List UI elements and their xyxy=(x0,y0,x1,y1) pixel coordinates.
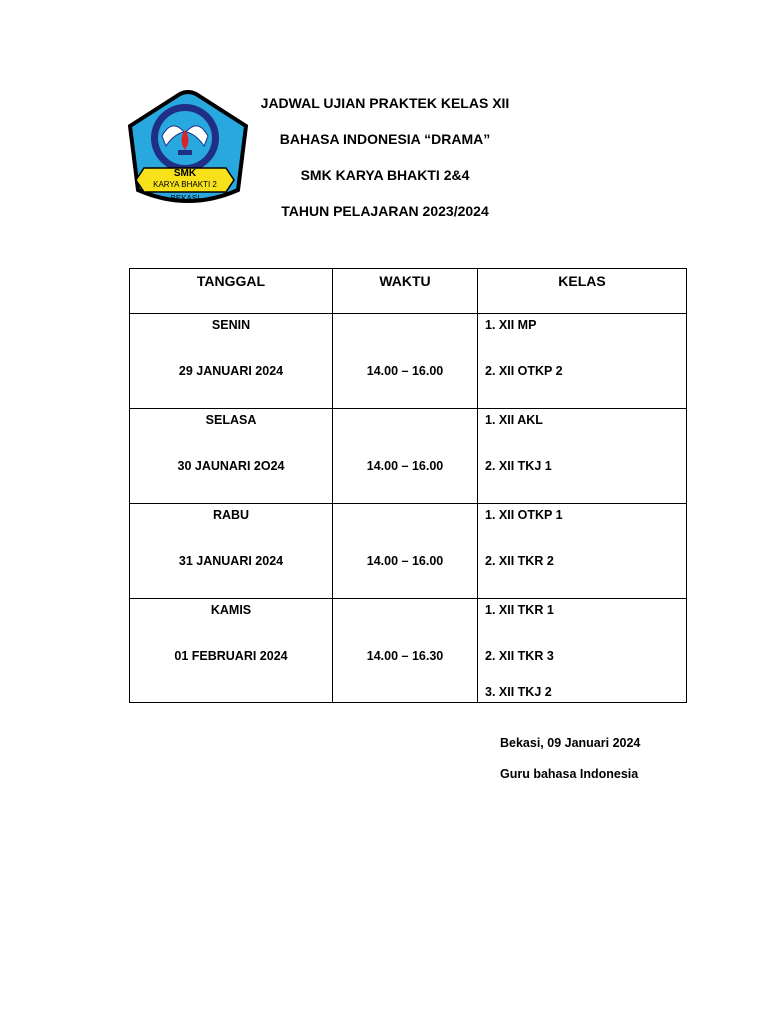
table-header-row xyxy=(130,269,687,314)
header-tanggal: TANGGAL xyxy=(130,269,333,314)
header-waktu: WAKTU xyxy=(333,269,478,314)
doc-title: JADWAL UJIAN PRAKTEK KELAS XII xyxy=(260,95,510,111)
doc-year: TAHUN PELAJARAN 2023/2024 xyxy=(281,203,489,219)
table-row xyxy=(130,504,687,599)
row-date: 01 FEBRUARI 2024 xyxy=(174,649,288,663)
table-row xyxy=(130,409,687,504)
row-day: RABU xyxy=(212,508,250,522)
row-date: 29 JANUARI 2024 xyxy=(178,364,284,378)
footer-signer: Guru bahasa Indonesia xyxy=(500,767,639,781)
row-class: 2. XII OTKP 2 xyxy=(485,364,563,378)
row-class: 1. XII TKR 1 xyxy=(485,603,554,617)
row-time: 14.00 – 16.00 xyxy=(366,459,444,473)
row-day: SENIN xyxy=(211,318,251,332)
row-class: 2. XII TKR 2 xyxy=(485,554,554,568)
logo-text-name: KARYA BHAKTI 2 xyxy=(153,180,217,189)
row-time: 14.00 – 16.30 xyxy=(366,649,444,663)
doc-school: SMK KARYA BHAKTI 2&4 xyxy=(300,167,470,183)
table-row xyxy=(130,599,687,703)
row-class: 1. XII OTKP 1 xyxy=(485,508,563,522)
row-time: 14.00 – 16.00 xyxy=(366,554,444,568)
row-class: 2. XII TKJ 1 xyxy=(485,459,552,473)
logo-text-smk: SMK xyxy=(173,168,197,179)
row-class: 3. XII TKJ 2 xyxy=(485,685,552,699)
row-class: 1. XII MP xyxy=(485,318,537,332)
row-class: 2. XII TKR 3 xyxy=(485,649,554,663)
row-day: SELASA xyxy=(205,413,257,427)
header-kelas: KELAS xyxy=(478,269,687,314)
row-date: 30 JAUNARI 2O24 xyxy=(177,459,285,473)
row-day: KAMIS xyxy=(210,603,252,617)
row-time: 14.00 – 16.00 xyxy=(366,364,444,378)
row-date: 31 JANUARI 2024 xyxy=(178,554,284,568)
table-row xyxy=(130,314,687,409)
footer-place-date: Bekasi, 09 Januari 2024 xyxy=(500,736,641,750)
row-class: 1. XII AKL xyxy=(485,413,543,427)
schedule-table xyxy=(129,268,687,703)
doc-subject: BAHASA INDONESIA “DRAMA” xyxy=(279,131,491,147)
logo-text-city: BEKASI xyxy=(170,194,200,203)
